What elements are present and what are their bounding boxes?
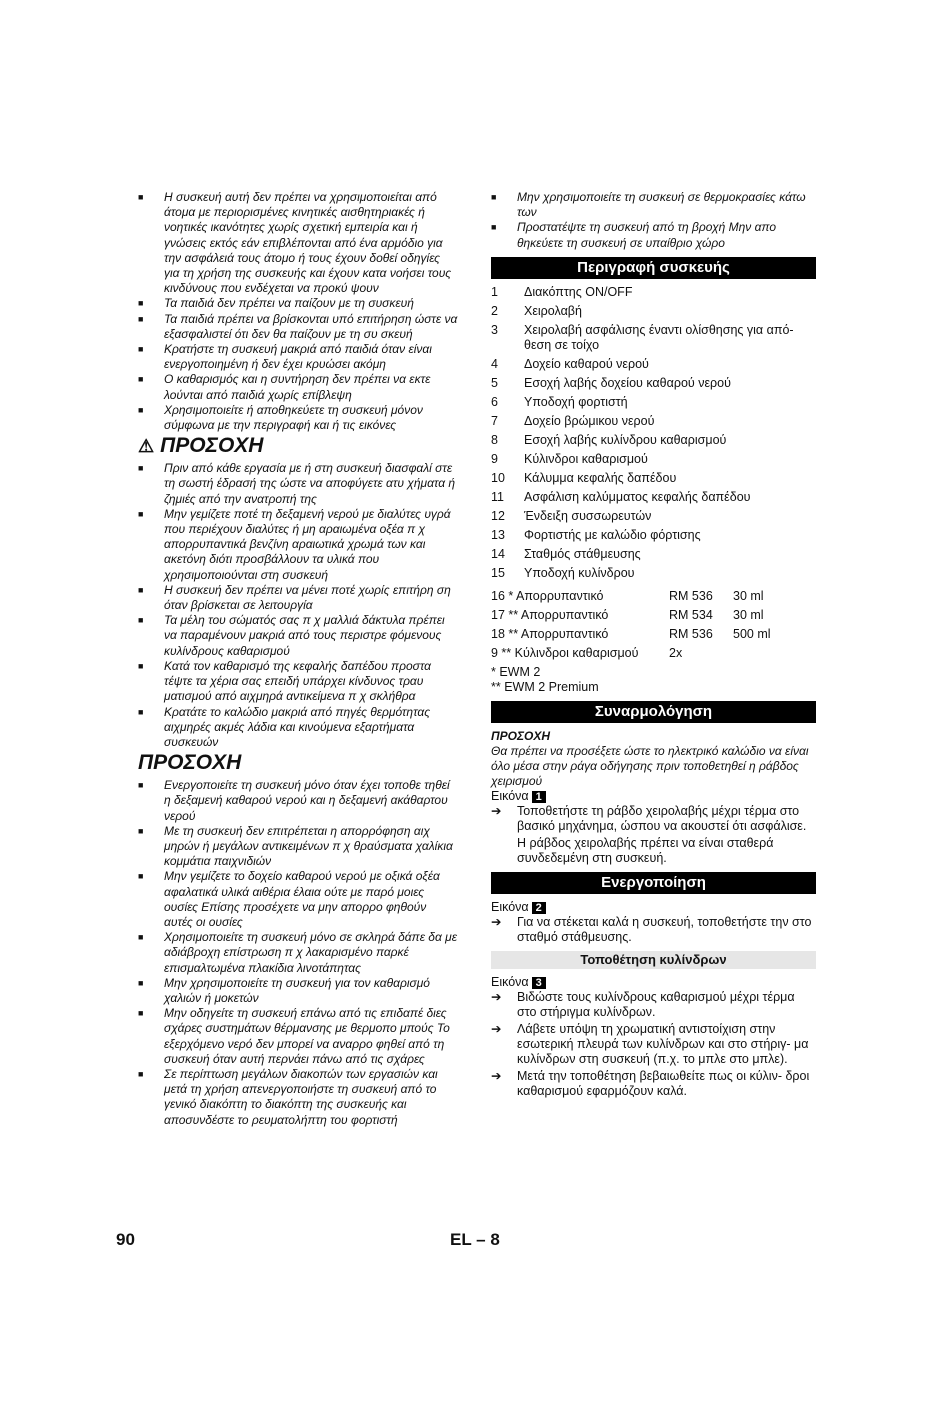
- list-item: ■ Τα παιδιά πρέπει να βρίσκονται υπό επιτήρηση ώστε να εξασφαλιστεί ότι δεν θα παίζουν με τη συ σκευή: [138, 312, 458, 342]
- parts-list-item: [491, 304, 816, 319]
- part-label: Ένδειξη συσσωρευτών: [524, 508, 652, 523]
- caution-heading: ΠΡΟΣΟΧΗ: [138, 751, 242, 775]
- arrow-right-icon: ➔: [491, 1069, 502, 1084]
- list-item: ■ Μην χρησιμοποιείτε τη συσκευή για τον καθαρισμό χαλιών ή μοκετών: [138, 976, 458, 1006]
- list-item: ■ Τα μέλη του σώματός σας π χ μαλλιά δάκτυλα πρέπει να παραμένουν μακριά από τους περιστρε φόμενους κυλίνδρους καθαρισμού: [138, 613, 458, 659]
- arrow-right-icon: ➔: [491, 990, 502, 1005]
- section-heading-start: Ενεργοποίηση: [491, 872, 816, 894]
- accessory-name: 16 * Απορρυπαντικό: [491, 588, 604, 603]
- accessory-volume: 30 ml: [733, 588, 764, 603]
- warning-title: ΠΡΟΣΟΧΗ: [160, 434, 264, 458]
- list-item: ■ Μην οδηγείτε τη συσκευή επάνω από τις επιδαπέ διες σχάρες συστημάτων θέρμανσης με θερμοπο μπούς Το εξερχόμενο νερό δεν μπορεί να αναρρο φηθεί από τη συσκευή όταν αυτή περνάει πάνω από τις σχάρες: [138, 1006, 458, 1067]
- list-item: ■ Με τη συσκευή δεν επιτρέπεται η απορρόφηση αιχ μηρών ή μεγάλων αντικειμένων π χ θραύσματα χαλίκια κομμάτια παιχνιδιών: [138, 824, 458, 870]
- part-label: Υποδοχή φορτιστή: [524, 394, 628, 409]
- parts-list-item: [491, 414, 816, 429]
- subsection-heading-rollers: Τοποθέτηση κυλίνδρων: [491, 951, 816, 969]
- accessory-code: RM 536: [669, 626, 713, 641]
- accessory-name: 17 ** Απορρυπαντικό: [491, 607, 609, 622]
- list-item: ■ Ο καθαρισμός και η συντήρηση δεν πρέπει να εκτε λούνται από παιδιά χωρίς επίβλεψη: [138, 372, 458, 402]
- accessory-code: RM 536: [669, 588, 713, 603]
- step-continuation: Η ράβδος χειρολαβής πρέπει να είναι σταθερά συνδεδεμένη στη συσκευή.: [517, 836, 774, 866]
- accessory-row: [491, 646, 816, 661]
- list-item: ■ Η συσκευή αυτή δεν πρέπει να χρησιμοποιείται από άτομα με περιορισμένες κινητικές αισθητηριακές ή νοητικές ικανότητες χωρίς σχετική εμπειρία και ή γνώσεις εκτός εάν επιβλέπονται από ένα αρμόδιο για την ασφάλειά τους άτομο ή τους έχουν δοθεί οδηγίες για τη χρήση της συσκευής και έχουν κατα νοήσει τους κινδύνους που ενδέχεται να προκύ ψουν: [138, 190, 458, 296]
- step-text: Για να στέκεται καλά η συσκευή, τοποθετήστε την στο σταθμό στάθμευσης.: [517, 915, 812, 945]
- part-number: 8: [491, 432, 498, 447]
- part-number: 10: [491, 470, 505, 485]
- accessory-row: [491, 589, 816, 604]
- part-number: 4: [491, 356, 498, 371]
- figure-reference: [491, 975, 816, 990]
- list-item: ■ Μην χρησιμοποιείτε τη συσκευή σε θερμοκρασίες κάτω των: [491, 190, 816, 220]
- list-item: ■ Μην γεμίζετε ποτέ τη δεξαμενή νερού με διαλύτες υγρά που περιέχουν διαλύτες ή μη αραιωμένα οξέα π χ απορρυπαντικά βενζίνη αραιωτικά χρωμά των και ακετόνη διότι προσβάλλουν τα υλικά που χρησιμοποιούνται στη συσκευή: [138, 507, 458, 583]
- accessory-volume: 30 ml: [733, 607, 764, 622]
- parts-list-item: [491, 509, 816, 524]
- step-text: Βιδώστε τους κυλίνδρους καθαρισμού μέχρι τέρμα στο στήριγμα κυλίνδρων.: [517, 990, 795, 1020]
- part-number: 3: [491, 322, 498, 337]
- arrow-right-icon: ➔: [491, 804, 502, 819]
- list-item: ■ Η συσκευή δεν πρέπει να μένει ποτέ χωρίς επιτήρη ση όταν βρίσκεται σε λειτουργία: [138, 583, 458, 613]
- figure-reference: [491, 789, 816, 804]
- caution-label: ΠΡΟΣΟΧΗ: [491, 728, 551, 743]
- figure-reference: [491, 900, 816, 915]
- instruction-step: [491, 915, 816, 945]
- footnote: ** EWM 2 Premium: [491, 679, 599, 694]
- accessory-name: 9 ** Κύλινδροι καθαρισμού: [491, 645, 639, 660]
- parts-list-item: [491, 357, 816, 372]
- list-item: ■ Κρατήστε τη συσκευή μακριά από παιδιά όταν είναι ενεργοποιημένη ή δεν έχει κρυώσει ακόμη: [138, 342, 458, 372]
- part-number: 13: [491, 527, 505, 542]
- part-label: Κύλινδροι καθαρισμού: [524, 451, 648, 466]
- step-text: Τοποθετήστε τη ράβδο χειρολαβής μέχρι τέρμα στο βασικό μηχάνημα, ώσπου να ακουστεί ότι ασφάλισε.: [517, 804, 807, 834]
- figure-number-badge: 2: [532, 902, 546, 914]
- parts-list-item: [491, 566, 816, 581]
- part-label: Υποδοχή κυλίνδρου: [524, 565, 635, 580]
- part-number: 12: [491, 508, 505, 523]
- part-number: 2: [491, 303, 498, 318]
- part-label: Χειρολαβή ασφάλισης έναντι ολίσθησης για από- θεση σε τοίχο: [524, 322, 794, 352]
- figure-number-badge: 3: [532, 977, 546, 989]
- part-number: 5: [491, 375, 498, 390]
- step-text: Μετά την τοποθέτηση βεβαιωθείτε πως οι κύλιν- δροι καθαρισμού εφαρμόζουν καλά.: [517, 1069, 810, 1099]
- parts-list-item: [491, 452, 816, 467]
- part-number: 7: [491, 413, 498, 428]
- parts-list-item: [491, 528, 816, 543]
- parts-list-item: [491, 547, 816, 562]
- parts-list-item: [491, 285, 816, 300]
- part-number: 14: [491, 546, 505, 561]
- warning-triangle-icon: ⚠: [138, 436, 155, 457]
- parts-list-item: [491, 490, 816, 505]
- parts-list-item: [491, 395, 816, 410]
- part-label: Εσοχή λαβής δοχείου καθαρού νερού: [524, 375, 731, 390]
- accessory-name: 18 ** Απορρυπαντικό: [491, 626, 609, 641]
- page-number: 90: [116, 1230, 135, 1249]
- list-item: ■ Μην γεμίζετε το δοχείο καθαρού νερού με οξικά οξέα αφαλατικά υλικά αιθέρια έλαια ούτε με παρό μοιες ουσίες Επίσης προσέχετε να μην απορρο φηθούν αυτές οι ουσίες: [138, 869, 458, 930]
- accessory-volume: 500 ml: [733, 626, 771, 641]
- list-item: ■ Τα παιδιά δεν πρέπει να παίζουν με τη συσκευή: [138, 296, 458, 311]
- figure-label: Εικόνα: [491, 975, 529, 990]
- accessory-row: [491, 608, 816, 623]
- footnote: * EWM 2: [491, 664, 541, 679]
- part-number: 11: [491, 489, 504, 504]
- part-label: Κάλυμμα κεφαλής δαπέδου: [524, 470, 677, 485]
- accessory-code: 2x: [669, 645, 683, 660]
- instruction-step: [491, 1069, 816, 1099]
- section-heading-assembly: Συναρμολόγηση: [491, 701, 816, 723]
- instruction-step: [491, 804, 816, 834]
- list-item: ■ Προστατέψτε τη συσκευή από τη βροχή Μην απο θηκεύετε τη συσκευή σε υπαίθριο χώρο: [491, 220, 816, 250]
- step-text: Λάβετε υπόψη τη χρωματική αντιστοίχιση στην εσωτερική πλευρά των κυλίνδρων και στο στήριγ- μα κυλίνδρων στη συσκευή (π.χ. το μπλε στο μπλε).: [517, 1022, 809, 1067]
- part-number: 9: [491, 451, 498, 466]
- section-heading-description: Περιγραφή συσκευής: [491, 257, 816, 279]
- figure-label: Εικόνα: [491, 900, 529, 915]
- part-label: Δοχείο βρώμικου νερού: [524, 413, 655, 428]
- part-label: Διακόπτης ON/OFF: [524, 284, 633, 299]
- list-item: ■ Χρησιμοποιείτε ή αποθηκεύετε τη συσκευή μόνον σύμφωνα με την περιγραφή και ή τις εικόνες: [138, 403, 458, 433]
- parts-list-item: [491, 376, 816, 391]
- part-number: 6: [491, 394, 498, 409]
- parts-list-item: [491, 471, 816, 486]
- part-label: Εσοχή λαβής κυλίνδρου καθαρισμού: [524, 432, 727, 447]
- part-label: Ασφάλιση καλύμματος κεφαλής δαπέδου: [524, 489, 751, 504]
- figure-label: Εικόνα: [491, 789, 529, 804]
- left-column: [138, 190, 458, 1128]
- warning-heading: [138, 435, 458, 457]
- list-item: ■ Ενεργοποιείτε τη συσκευή μόνο όταν έχει τοποθε τηθεί η δεξαμενή καθαρού νερού και η δεξαμενή ακάθαρτου νερού: [138, 778, 458, 824]
- list-item: ■ Σε περίπτωση μεγάλων διακοπών των εργασιών και μετά τη χρήση απενεργοποιήστε τη συσκευή από το γενικό διακόπτη το διακόπτη της συσκευής και αποσυνδέστε το ρευματολήπτη του φορτιστή: [138, 1067, 458, 1128]
- accessory-code: RM 534: [669, 607, 713, 622]
- arrow-right-icon: ➔: [491, 1022, 502, 1037]
- part-label: Σταθμός στάθμευσης: [524, 546, 641, 561]
- part-label: Δοχείο καθαρού νερού: [524, 356, 649, 371]
- list-item: ■ Πριν από κάθε εργασία με ή στη συσκευή διασφαλί στε τη σωστή έδρασή της ώστε να αποφύγετε ατυ χήματα ή ζημιές από την ανατροπή της: [138, 461, 458, 507]
- list-item: ■ Χρησιμοποιείτε τη συσκευή μόνο σε σκληρά δάπε δα με αδιάβροχη επίστρωση π χ λακαρισμένο παρκέ επισμαλτωμένα πλακίδια λινοτάπητας: [138, 930, 458, 976]
- part-label: Χειρολαβή: [524, 303, 582, 318]
- parts-list-item: [491, 433, 816, 448]
- figure-number-badge: 1: [532, 791, 546, 803]
- instruction-step: [491, 1022, 816, 1067]
- part-number: 15: [491, 565, 505, 580]
- section-code: EL – 8: [450, 1230, 500, 1249]
- caution-text: Θα πρέπει να προσέξετε ώστε το ηλεκτρικό καλώδιο να είναι όλο μέσα στην ράγα οδήγησης πριν τοποθετηθεί η ράβδος χειρισμού: [491, 743, 809, 789]
- instruction-step: [491, 990, 816, 1020]
- part-number: 1: [491, 284, 498, 299]
- list-item: ■ Κρατάτε το καλώδιο μακριά από πηγές θερμότητας αιχμηρές ακμές λάδια και κινούμενα εξαρτήματα συσκευών: [138, 705, 458, 751]
- parts-list-item: [491, 323, 816, 353]
- arrow-right-icon: ➔: [491, 915, 502, 930]
- part-label: Φορτιστής με καλώδιο φόρτισης: [524, 527, 701, 542]
- right-column: [491, 190, 816, 1101]
- list-item: ■ Κατά τον καθαρισμό της κεφαλής δαπέδου προστα τέψτε τα χέρια σας επειδή υπάρχει κίνδυνος τραυ ματισμού από αιχμηρά αντικείμενα π χ σκλήθρα: [138, 659, 458, 705]
- accessory-row: [491, 627, 816, 642]
